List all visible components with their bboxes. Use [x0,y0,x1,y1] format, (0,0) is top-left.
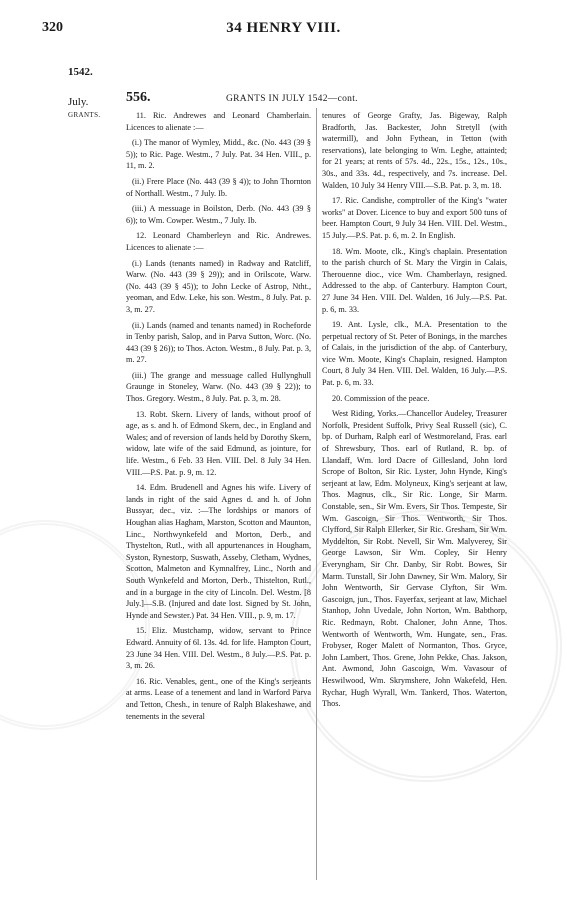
paragraph: (i.) The manor of Wymley, Midd., &c. (No. 443 (39 § 5)); to Ric. Page. Westm., 7 July. Pat. 34 Hen. VIII., p. 11, m. 2. [126,138,311,171]
paragraph: (i.) Lands (tenants named) in Radway and Ratcliff, Warw. (No. 443 (39 § 29)); and in Orilscote, Warw. (No. 443 (39 § 45)); to John Lecke of Astrop, Ntht., yeoman, and Edw. Leke, his son. Westm., 8 July. Pat. p. 3, m. 27. [126,258,311,314]
paragraph: tenures of George Grafty, Jas. Bigeway, Ralph Bradforth, Jas. Backester, John Stretyll (with watermill), and John Fythean, in Tetton (with reservations), late belonging to Wm. Leghe, attainted; for 21 years; at rents of 57s. 4d., 22s., 15s., 12s., 10s., 30s., and 33s. 4d., respectively, and 7s. increase. Del. Walden, 10 July 34 Henry VIII.—S.B. Pat. p. 3, m. 18. [322,111,507,190]
paragraph: West Riding, Yorks.—Chancellor Audeley, Treasurer Norfolk, President Suffolk, Privy Seal Russell (sic), C. bp. of Durham, Ralph earl of Westmoreland, Fras. earl of Shrewsbury, Thos. earl of Rutland, R. bp. of Llandaff, Wm. lord Dacre of Gillesland, John lord Scrope of Bolton, Sir Ric. Lyster, John Hynde, King's serjeant at law, Edm. Molyneux, King's serjeant at law, Thos. Magnus, clk., Sir Ric. Longe, Sir Marm. Constable, sen., Sir Wm. Evers, Sir Thos. Tempeste, Sir Wm. Gascoign, Sir Thos. Wentworth, Sir Thos. Clyfford, Sir Ralph Ellerker, Sir Ric. Gresham, Sir Wm. Myddelton, Sir Robt. Nevell, Sir Wm. Malyverey, Sir George Lawson, Sir Wm. Copley, Sir Henry Everyngham, Sir Chr. Danby, Sir Robt. Bowes, Sir Marm. Tunstall, Sir John Dawney, Sir Wm. Malory, Sir John Wentworth, Sir Gervase Clyfton, Sir Wm. Gascoign, jun., Thos. Fayerfax, serjeant at law, Michael Stanhop, John Uvedale, John Norton, Wm. Babthorp, Ric. Redmayn, Robt. Chaloner, John Anne, Thos. Wentworth of Wentworth, Wm. Hungate, sen., Fras. Frobyser, Roger Malett of Normanton, Thos. Gryce, John Lambert, Thos. Grene, John Pekke, Chas. Jakson, Ant. Awmond, John Gascoign, Wm. Vavasour of Heswilwood, Wm. Skrymshere, John Wakefeld, Hen. Rychar, Hugh Wyrall, Wm. Tankerd, Thos. Waterton, Thos. [322,409,507,709]
paragraph: 17. Ric. Candishe, comptroller of the King's "water works" at Dover. Licence to buy and export 500 tuns of beer. Hampton Court, 9 July 34 Hen. VIII. Del. Westm., 15 July.—P.S. Pat. p. 6, m. 2. In English. [322,196,507,240]
paragraph: 18. Wm. Moote, clk., King's chaplain. Presentation to the parish church of St. Mary the Virgin in Calais, Therouenne dioc., vice Wm. Chamberlayn, resigned. Addressed to the abp. of Canterbury. Hampton Court, 27 June 34 Hen. VIII. Del. Walden, 16 July.—P.S. Pat. p. 6, m. 33. [322,246,507,314]
paragraph: 20. Commission of the peace. [332,393,430,403]
paragraph: 16. Ric. Venables, gent., one of the King's serjeants at arms. Lease of a tenement and land in Warford Parva and Tetton, Chesh., in tenure of Ralph Blakeshawe, and tenements in the several [126,676,311,721]
paragraph: 11. Ric. Andrewes and Leonard Chamberlain. Licences to alienate :— [126,111,311,132]
paragraph: 12. Leonard Chamberleyn and Ric. Andrewes. Licences to alienate :— [126,231,311,252]
entry-number: 556. [126,90,151,105]
page-number: 320 [42,20,63,35]
column-divider [316,108,317,880]
left-column [126,110,311,888]
paragraph: 15. Eliz. Mustchamp, widow, servant to Prince Edward. Annuity of 6l. 13s. 4d. for life. Hampton Court, 23 June 34 Hen. VIII. Del. Westm., 8 July.—P.S. Pat. p. 3, m. 26. [126,626,311,671]
paragraph: (ii.) Frere Place (No. 443 (39 § 4)); to John Thornton of Northall. Westm., 7 July. Ib. [126,176,311,198]
section-heading: GRANTS IN JULY 1542—cont. [226,94,358,104]
margin-year: 1542. [68,66,93,78]
paragraph: (ii.) Lands (named and tenants named) in Rocheforde in Tenby parish, Salop, and in Parva Sutton, Worc. (No. 443 (39 § 26)); to Thos. Acton. Westm., 8 July. Pat. p. 3, m. 27. [126,320,311,365]
margin-month: July. [68,96,89,108]
paragraph: (iii.) A messuage in Boilston, Derb. (No. 443 (39 § 6)); to Wm. Cowper. Westm., 7 July. Ib. [126,204,311,225]
paragraph: (iii.) The grange and messuage called Hullynghull Graunge in Stoneley, Warw. (No. 443 (39 § 22)); to Thos. Gregory. Westm., 8 July. Pat. p. 3, m. 28. [126,370,311,404]
paragraph: 19. Ant. Lysle, clk., M.A. Presentation to the perpetual rectory of St. Peter of Bonings, in the marches of Calais, in the jurisdiction of the abp. of Canterbury, vice Wm. Moote, King's Chaplain, resigned. Hampton Court, 8 July 34 Hen. VIII. Del. Walden, 16 July.—P.S. Pat. p. 6, m. 33. [322,320,507,388]
running-head: 34 HENRY VIII. [226,20,341,36]
margin-section-label: GRANTS. [68,111,101,119]
paragraph: 13. Robt. Skern. Livery of lands, without proof of age, as s. and h. of Edmond Skern, dec., in England and Wales; and of reversion of lands held by Dorothy Skern, widow, late wife of the said Edmund, as jointure, for life. Westm., 6 Feb. 33 Hen. VIII. Del. 8 July 34 Hen. VIII.—P.S. Pat. p. 9, m. 12. [126,409,311,477]
right-column [322,110,507,888]
paragraph: 14. Edm. Brudenell and Agnes his wife. Livery of lands in right of the said Agnes d. and h. of John Bussyar, dec., viz. :—The lordships or manors of Houghan alias Hagham, Marston, Scotton and Maunton, Linc., Northwynkefeld and Morton, Derb., and Thystelton, Rutl., with all appurtenances in Hougham, Syston, Rynestorp, Suswath, Asseby, Cletham, Wydnes, Scotton, Malmeton and Kymnalfrey, Linc., North and South Wynkefeld and Morton, Derb., Thistelton, Rutl., and in a burgage in the city of Lincoln. Del. Westm. [8 July.]—S.B. (Injured and date lost. Signed by St. John, Hynde and Sewster.) Pat. 34 Hen. VIII., p. 9, m. 17. [126,483,311,620]
